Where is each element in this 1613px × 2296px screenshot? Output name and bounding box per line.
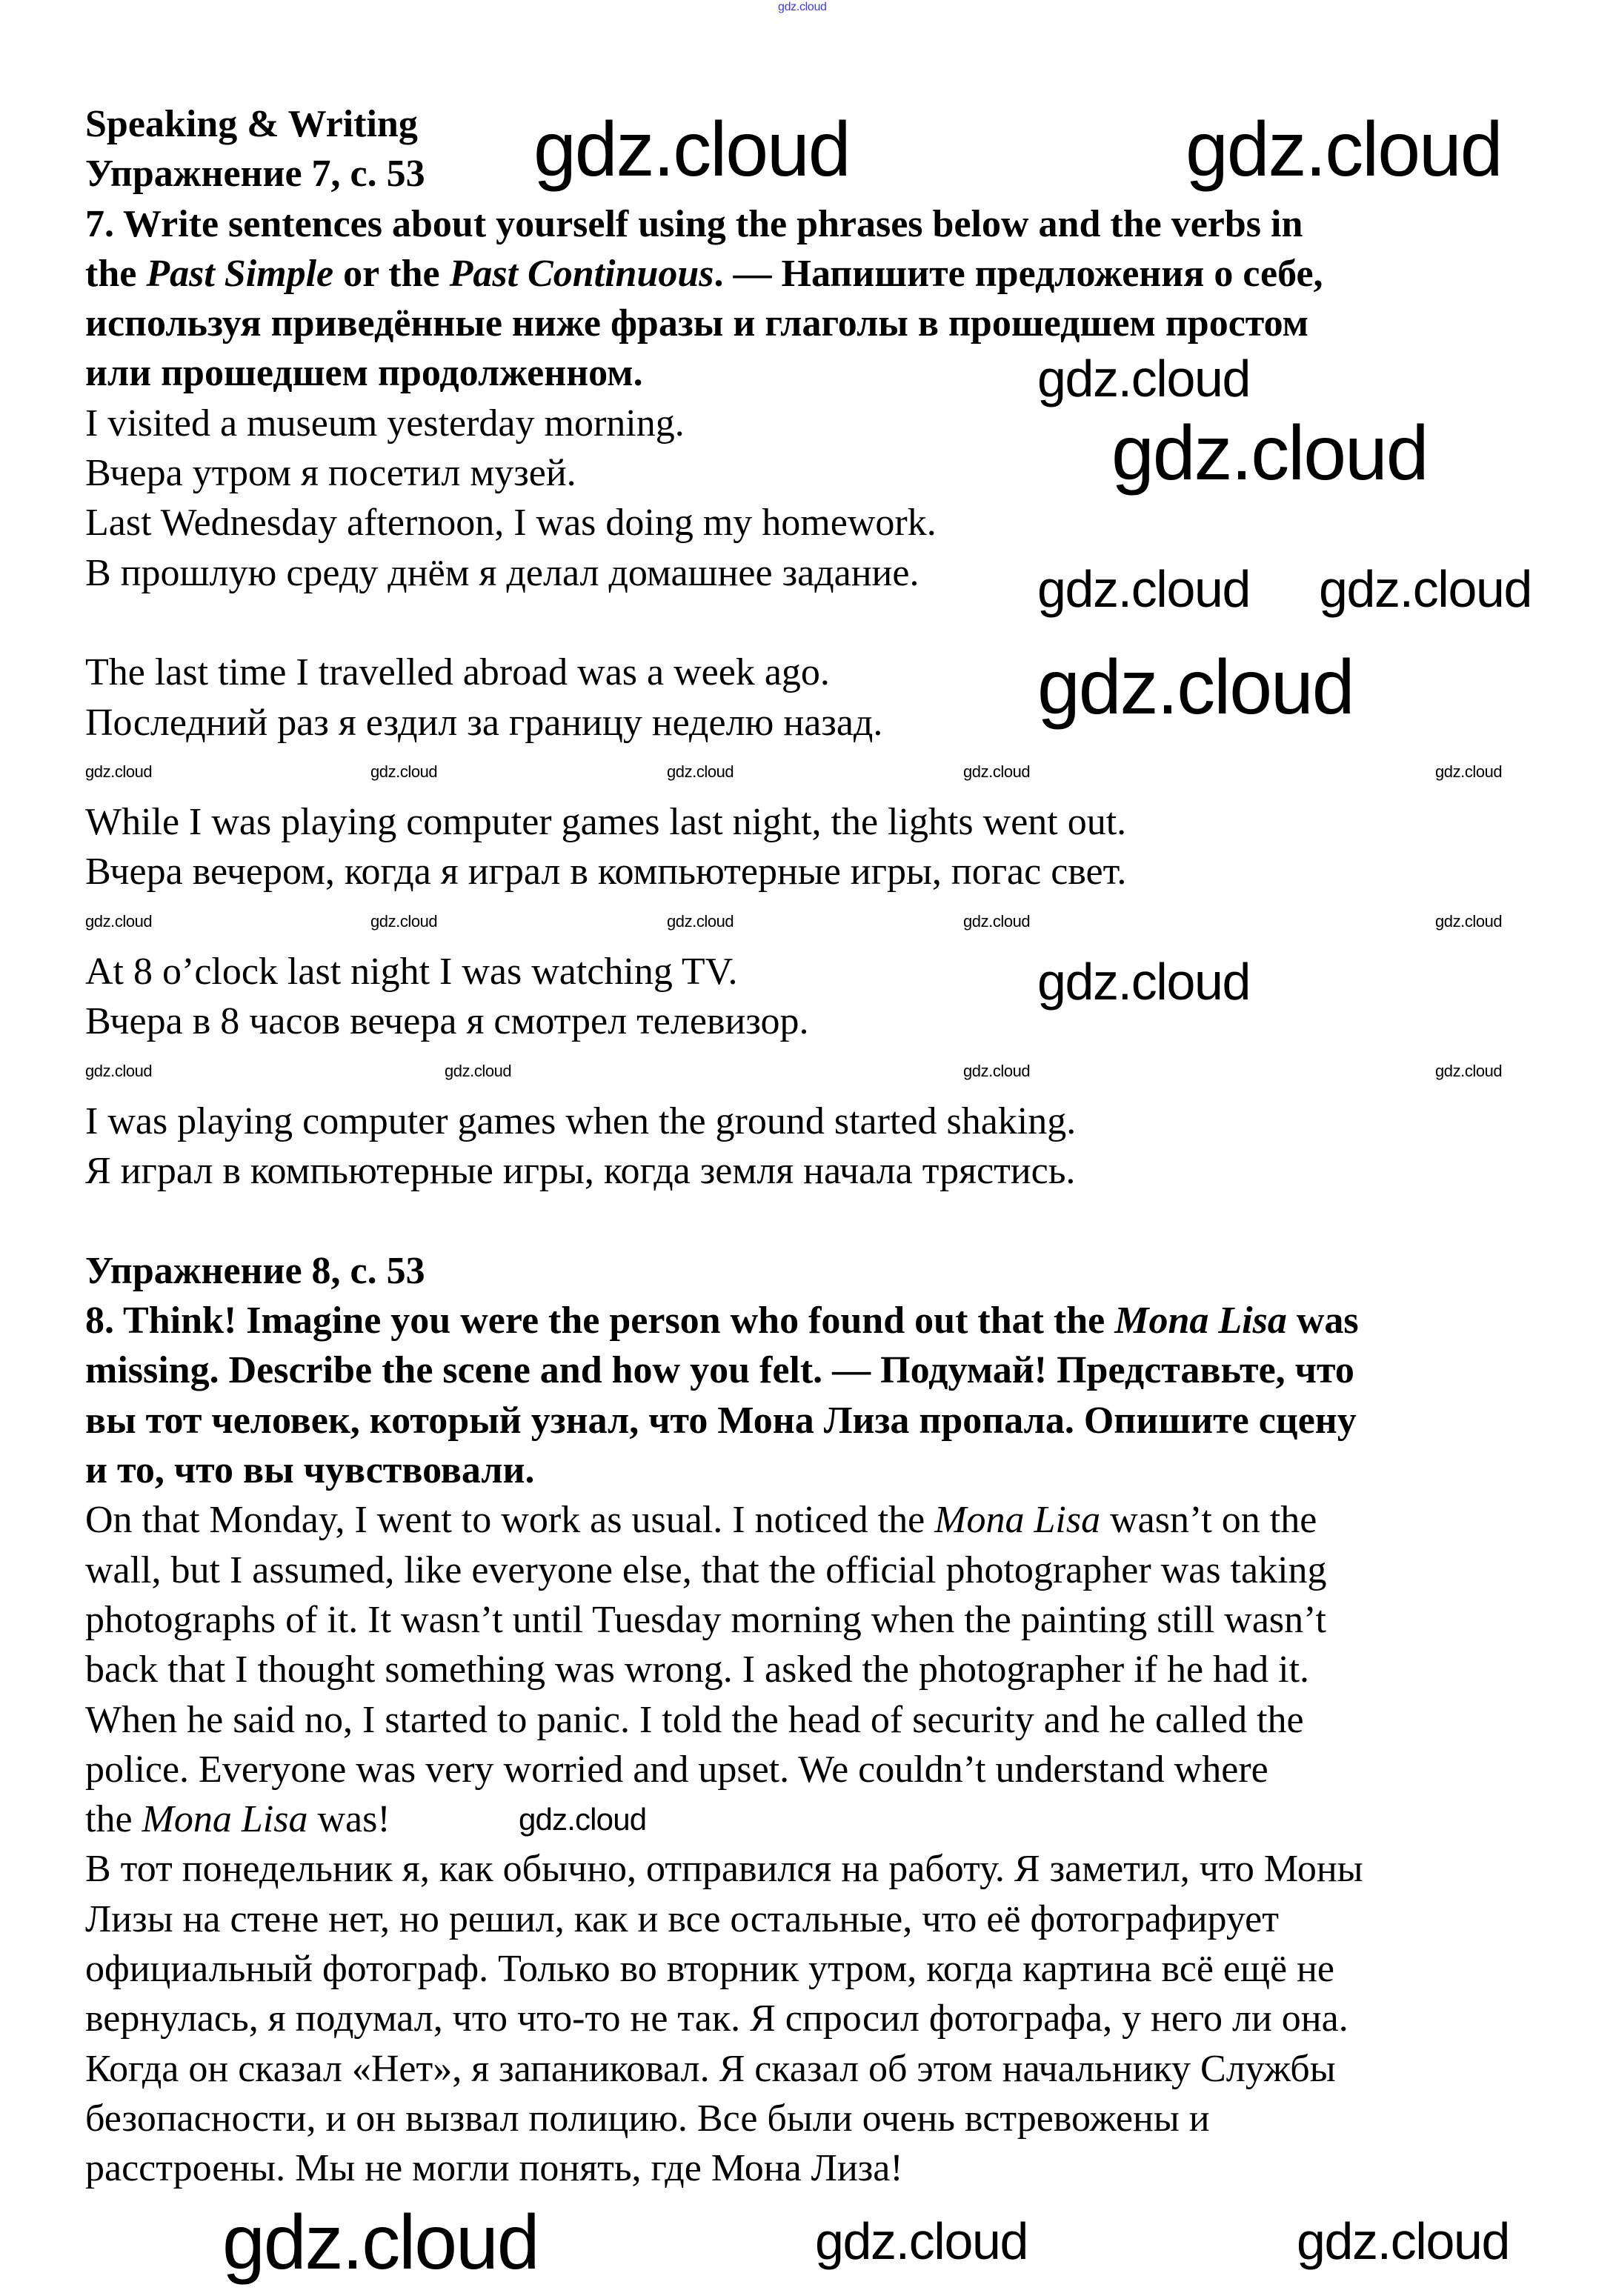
text-segment: was! (307, 1798, 390, 1841)
text-segment: or the (333, 252, 450, 295)
text-segment: wasn’t on the (1100, 1499, 1317, 1542)
watermark: gdz.cloud (815, 2212, 1028, 2270)
text-segment: используя приведённые ниже фразы и глаголы в прошедшем простом (85, 302, 1309, 345)
watermark: gdz.cloud (667, 762, 734, 781)
text-segment: Последний раз я ездил за границу неделю назад. (85, 701, 883, 744)
text-segment: вы тот человек, который узнал, что Мона Лиза пропала. Опишите сцену (85, 1399, 1357, 1442)
text-segment: Я играл в компьютерные игры, когда земля начала трястись. (85, 1150, 1076, 1193)
text-segment: Вчера утром я посетил музей. (85, 452, 576, 495)
watermark: gdz.cloud (1297, 2212, 1510, 2270)
watermark: gdz.cloud (1111, 410, 1428, 496)
watermark: gdz.cloud (1037, 350, 1251, 407)
text-line (85, 1695, 1363, 1745)
text-segment: официальный фотограф. Только во вторник утром, когда картина всё ещё не (85, 1947, 1335, 1990)
watermark: gdz.cloud (445, 1062, 512, 1080)
text-line (85, 1994, 1363, 2043)
text-segment: photographs of it. It wasn’t until Tuesday morning when the painting still wasn’t (85, 1598, 1326, 1641)
watermark: gdz.cloud (533, 107, 850, 193)
text-line (85, 498, 1363, 548)
text-segment: wall, but I assumed, like everyone else, that the official photographer was taking (85, 1548, 1327, 1591)
watermark: gdz.cloud (370, 912, 438, 931)
text-segment: Вчера в 8 часов вечера я смотрел телевизор. (85, 1000, 809, 1043)
text-segment: On that Monday, I went to work as usual. I noticed the (85, 1499, 935, 1542)
text-segment: the (85, 252, 147, 295)
heading-line (85, 1345, 1363, 1395)
text-line (85, 1894, 1363, 1944)
text-segment: 8. Think! Imagine you were the person who found out that the (85, 1300, 1115, 1342)
watermark: gdz.cloud (370, 762, 438, 781)
watermark: gdz.cloud (963, 762, 1031, 781)
text-line (85, 1794, 1363, 1844)
italic-text: Mona Lisa (934, 1499, 1101, 1542)
text-segment: 7. Write sentences about yourself using the phrases below and the verbs in (85, 202, 1303, 245)
text-segment: was (1286, 1300, 1359, 1342)
watermark: gdz.cloud (222, 2200, 539, 2286)
heading-line (85, 1296, 1363, 1345)
watermark: gdz.cloud (1435, 1062, 1503, 1080)
text-segment: Лизы на стене нет, но решил, как и все остальные, что её фотографирует (85, 1897, 1279, 1940)
watermark: gdz.cloud (1435, 912, 1503, 931)
text-segment: the (85, 1798, 142, 1841)
watermark: gdz.cloud (1037, 953, 1251, 1011)
blank-line (85, 1197, 1363, 1246)
text-segment: Last Wednesday afternoon, I was doing my homework. (85, 502, 937, 545)
blank-line (85, 1047, 1363, 1097)
text-segment: В тот понедельник я, как обычно, отправился на работу. Я заметил, что Моны (85, 1848, 1363, 1891)
text-segment: Вчера вечером, когда я играл в компьютерные игры, погас свет. (85, 851, 1127, 894)
text-segment: I visited a museum yesterday morning. (85, 402, 685, 445)
text-line (85, 1844, 1363, 1894)
text-segment: While I was playing computer games last night, the lights went out. (85, 801, 1127, 844)
text-line (85, 1545, 1363, 1595)
watermark: gdz.cloud (667, 912, 734, 931)
text-line (85, 1645, 1363, 1694)
italic-text: Past Continuous (449, 252, 714, 295)
text-segment: расстроены. Мы не могли понять, где Мона Лиза! (85, 2147, 903, 2190)
text-line (85, 847, 1363, 896)
text-line (85, 797, 1363, 847)
watermark: gdz.cloud (1037, 645, 1354, 731)
watermark: gdz.cloud (1435, 762, 1503, 781)
heading-line (85, 199, 1363, 249)
watermark: gdz.cloud (519, 1802, 647, 1837)
text-segment: В прошлую среду днём я делал домашнее задание. (85, 551, 919, 594)
watermark: gdz.cloud (85, 762, 153, 781)
text-segment: Speaking & Writing (85, 103, 418, 145)
text-segment: Когда он сказал «Нет», я запаниковал. Я сказал об этом начальнику Службы (85, 2047, 1336, 2090)
text-segment: Упражнение 7, с. 53 (85, 153, 425, 196)
italic-text: Past Simple (146, 252, 334, 295)
text-line (85, 1944, 1363, 1994)
watermark: gdz.cloud (1185, 107, 1502, 193)
text-segment: When he said no, I started to panic. I told the head of security and he called the (85, 1698, 1304, 1741)
heading-line (85, 1445, 1363, 1495)
text-segment: Упражнение 8, с. 53 (85, 1249, 425, 1292)
text-line (85, 1097, 1363, 1146)
text-segment: back that I thought something was wrong. I asked the photographer if he had it. (85, 1648, 1310, 1691)
text-line (85, 1595, 1363, 1645)
italic-text: Mona Lisa (1114, 1300, 1287, 1342)
text-segment: The last time I travelled abroad was a week ago. (85, 651, 830, 694)
text-segment: безопасности, и он вызвал полицию. Все были очень встревожены и (85, 2097, 1210, 2140)
text-segment: missing. Describe the scene and how you felt. — Подумай! Представьте, что (85, 1349, 1354, 1392)
text-line (85, 1495, 1363, 1545)
watermark: gdz.cloud (963, 912, 1031, 931)
watermark: gdz.cloud (778, 1, 827, 13)
text-segment: At 8 o’clock last night I was watching TV. (85, 951, 738, 994)
text-line (85, 2094, 1363, 2143)
text-segment: или прошедшем продолженном. (85, 352, 643, 395)
italic-text: Mona Lisa (142, 1798, 308, 1841)
watermark: gdz.cloud (1037, 560, 1251, 618)
text-segment: и то, что вы чувствовали. (85, 1449, 535, 1492)
heading-line (85, 249, 1363, 299)
text-line (85, 1146, 1363, 1196)
text-segment: . — Напишите предложения о себе, (714, 252, 1323, 295)
watermark: gdz.cloud (1319, 560, 1532, 618)
heading-line (85, 1396, 1363, 1445)
text-line (85, 2143, 1363, 2193)
text-line (85, 1745, 1363, 1794)
text-segment: I was playing computer games when the ground started shaking. (85, 1099, 1077, 1142)
watermark: gdz.cloud (85, 1062, 153, 1080)
heading-line (85, 1246, 1363, 1296)
watermark: gdz.cloud (85, 912, 153, 931)
text-segment: police. Everyone was very worried and upset. We couldn’t understand where (85, 1748, 1268, 1791)
heading-line (85, 299, 1363, 348)
text-segment: вернулась, я подумал, что что-то не так. Я спросил фотографа, у него ли она. (85, 1997, 1348, 2040)
text-line (85, 2044, 1363, 2094)
watermark: gdz.cloud (963, 1062, 1031, 1080)
